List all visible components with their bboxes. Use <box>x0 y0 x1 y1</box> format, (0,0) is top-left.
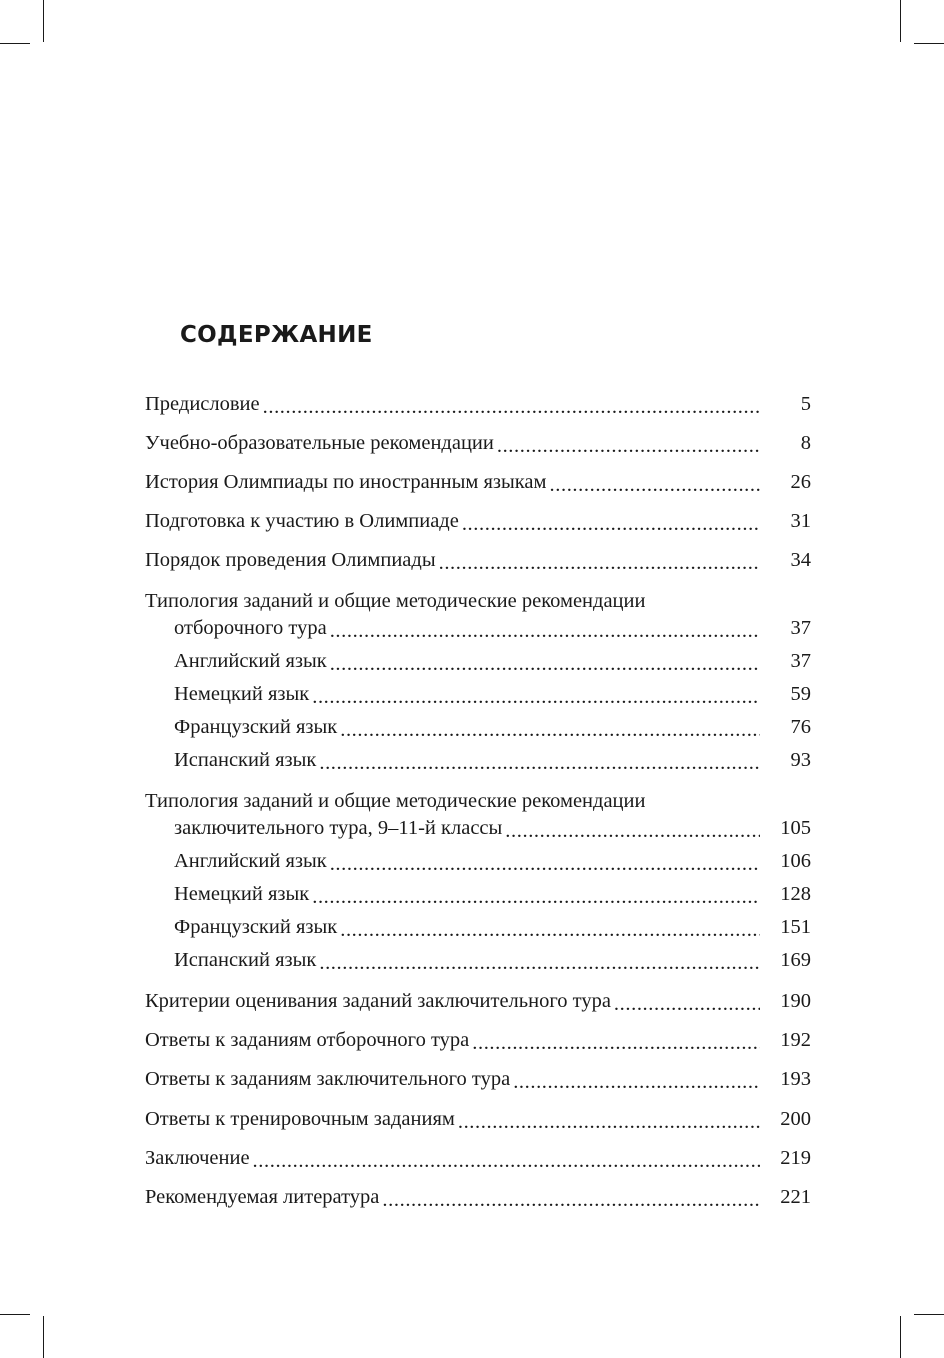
toc-entry-page: 76 <box>790 716 811 738</box>
toc-entry-page: 8 <box>800 432 811 454</box>
crop-mark <box>900 0 901 42</box>
toc-entry-label: Рекомендуемая литература ..... <box>145 1186 381 1208</box>
toc-entry-label: Порядок проведения Олимпиады ..... <box>145 549 438 571</box>
toc-entry-page: 34 <box>790 549 811 571</box>
toc-entry-page: 105 <box>780 817 811 839</box>
crop-mark <box>0 43 30 44</box>
toc-entry-page: 31 <box>790 510 811 532</box>
toc-entry-label: Заключение ..... <box>145 1147 252 1169</box>
toc-entry[interactable] <box>145 1105 811 1133</box>
toc-entry-page: 37 <box>790 650 811 672</box>
toc-entry-page: 219 <box>780 1147 811 1169</box>
toc-entry-label: Испанский язык ..... <box>174 949 318 971</box>
toc-entry[interactable] <box>145 546 811 574</box>
toc-entry[interactable] <box>145 390 811 418</box>
toc-entry-page: 5 <box>800 393 811 415</box>
toc-entry[interactable] <box>145 814 811 842</box>
toc-subentry[interactable] <box>145 913 811 941</box>
toc-entry-label: Ответы к заданиям отборочного тура ..... <box>145 1029 471 1051</box>
crop-mark <box>43 1316 44 1358</box>
toc-section-heading: Типология заданий и общие методические рекомендации <box>145 790 646 812</box>
toc-entry-label: Английский язык ..... <box>174 650 329 672</box>
toc-entry-label: Немецкий язык ..... <box>174 683 311 705</box>
toc-entry[interactable] <box>145 1065 811 1093</box>
toc-entry[interactable] <box>145 1026 811 1054</box>
toc-entry[interactable] <box>145 614 811 642</box>
toc-entry[interactable] <box>145 429 811 457</box>
toc-entry-label: Испанский язык ..... <box>174 749 318 771</box>
toc-entry-label: отборочного тура ..... <box>174 617 329 639</box>
toc-entry-page: 26 <box>790 471 811 493</box>
toc-entry-label: Английский язык ..... <box>174 850 329 872</box>
toc-entry-page: 190 <box>780 990 811 1012</box>
toc-entry-page: 221 <box>780 1186 811 1208</box>
toc-entry-label: Французский язык ..... <box>174 916 339 938</box>
toc-entry-label: Подготовка к участию в Олимпиаде ..... <box>145 510 461 532</box>
page-title: СОДЕРЖАНИЕ <box>180 322 373 348</box>
toc-entry-page: 193 <box>780 1068 811 1090</box>
toc-entry-page: 59 <box>790 683 811 705</box>
toc-entry-page: 37 <box>790 617 811 639</box>
toc-section-heading: Типология заданий и общие методические рекомендации <box>145 590 646 612</box>
toc-entry-page: 169 <box>780 949 811 971</box>
toc-entry-label: Ответы к тренировочным заданиям ..... <box>145 1108 457 1130</box>
toc-subentry[interactable] <box>145 847 811 875</box>
toc-entry-page: 200 <box>780 1108 811 1130</box>
crop-mark <box>43 0 44 42</box>
toc-entry[interactable] <box>145 507 811 535</box>
toc-subentry[interactable] <box>145 746 811 774</box>
crop-mark <box>0 1314 30 1315</box>
toc-entry-label: Ответы к заданиям заключительного тура ..... <box>145 1068 512 1090</box>
toc-entry-label: Учебно-образовательные рекомендации ..... <box>145 432 496 454</box>
toc-entry-page: 192 <box>780 1029 811 1051</box>
toc-subentry[interactable] <box>145 713 811 741</box>
toc-entry-page: 151 <box>780 916 811 938</box>
toc-entry-page: 106 <box>780 850 811 872</box>
toc-subentry[interactable] <box>145 647 811 675</box>
crop-mark <box>900 1316 901 1358</box>
toc-entry[interactable] <box>145 468 811 496</box>
toc-entry-label: История Олимпиады по иностранным языкам ..... <box>145 471 549 493</box>
toc-entry-label: Критерии оценивания заданий заключительного тура ..... <box>145 990 613 1012</box>
toc-entry[interactable] <box>145 1183 811 1211</box>
toc-entry[interactable] <box>145 1144 811 1172</box>
toc-entry-page: 128 <box>780 883 811 905</box>
toc-entry[interactable] <box>145 987 811 1015</box>
toc-entry-page: 93 <box>790 749 811 771</box>
toc-subentry[interactable] <box>145 680 811 708</box>
toc-entry-label: заключительного тура, 9–11-й классы ..... <box>174 817 504 839</box>
toc-entry-label: Немецкий язык ..... <box>174 883 311 905</box>
crop-mark <box>914 1314 944 1315</box>
toc-entry-label: Французский язык ..... <box>174 716 339 738</box>
toc-subentry[interactable] <box>145 880 811 908</box>
crop-mark <box>914 43 944 44</box>
toc-entry-label: Предисловие ..... <box>145 393 262 415</box>
toc-subentry[interactable] <box>145 946 811 974</box>
